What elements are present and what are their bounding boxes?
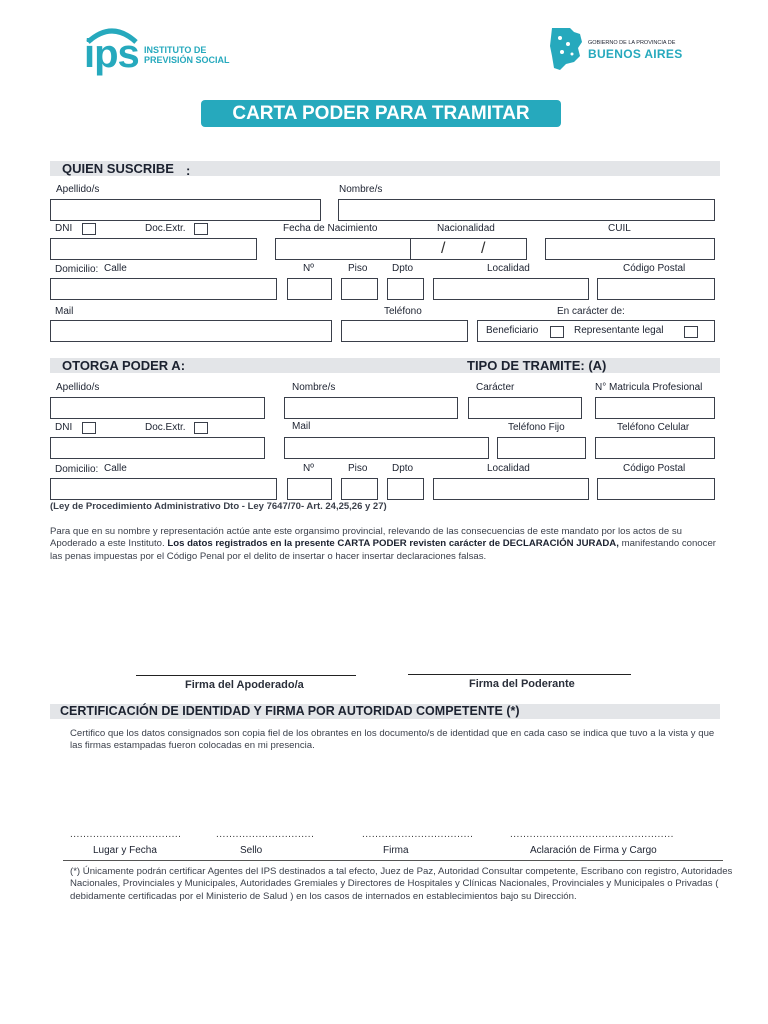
poderante-sig-line — [408, 674, 631, 675]
gov-logo — [548, 26, 688, 74]
dni-field[interactable] — [50, 238, 257, 260]
label-o-mail: Mail — [292, 421, 311, 432]
label-apellido: Apellido/s — [56, 184, 100, 195]
ips-logo-text: ips — [84, 32, 139, 76]
label-o-apellido: Apellido/s — [56, 382, 100, 393]
calle-field[interactable] — [50, 278, 277, 300]
ips-logo — [84, 24, 234, 76]
label-o-docextr: Doc.Extr. — [145, 422, 186, 433]
apellido-field[interactable] — [50, 199, 321, 221]
sello-dots: .............................. — [216, 829, 315, 840]
firma-label: Firma — [383, 845, 409, 856]
o-nombre-field[interactable] — [284, 397, 458, 419]
label-docextr: Doc.Extr. — [145, 223, 186, 234]
firma-dots: .................................. — [362, 829, 474, 840]
caracter-field — [477, 320, 715, 342]
label-calle: Calle — [104, 263, 127, 274]
label-o-caracter: Carácter — [476, 382, 515, 393]
cert-divider — [63, 860, 723, 861]
label-o-localidad: Localidad — [487, 463, 530, 474]
o-dni-field[interactable] — [50, 437, 265, 459]
beneficiario-checkbox[interactable] — [550, 326, 564, 338]
title-banner — [201, 100, 561, 127]
nombre-field[interactable] — [338, 199, 715, 221]
quien-suscribe-colon: : — [186, 163, 191, 178]
docextr-checkbox[interactable] — [194, 223, 208, 235]
label-o-piso: Piso — [348, 463, 368, 474]
label-o-dni: DNI — [55, 422, 73, 433]
label-o-tel-celular: Teléfono Celular — [617, 422, 690, 433]
label-piso: Piso — [348, 263, 368, 274]
dni-checkbox[interactable] — [82, 223, 96, 235]
telefono-field[interactable] — [341, 320, 468, 342]
apoderado-sig-line — [136, 675, 356, 676]
fecha-nacimiento-field[interactable] — [275, 238, 421, 260]
label-o-calle: Calle — [104, 463, 127, 474]
aclaracion-label: Aclaración de Firma y Cargo — [530, 845, 657, 856]
gov-line2: BUENOS AIRES — [588, 47, 683, 61]
declaration-part2: manifestando conocer las penas impuestas por el Código Penal por el delito de insertar o hacer insertar declaraciones falsas. — [50, 538, 716, 562]
label-numero: Nº — [303, 263, 314, 274]
sello-label: Sello — [240, 845, 263, 856]
o-tel-celular-field[interactable] — [595, 437, 715, 459]
cert-text: Certifico que los datos consignados son copia fiel de los obrantes en los documento/s de identidad que en cada caso se indica que tuvo a la vista y que las firmas estampadas fueron colocadas en mi presencia. — [70, 728, 715, 752]
label-en-caracter: En carácter de: — [557, 306, 625, 317]
numero-field[interactable] — [287, 278, 332, 300]
label-dni: DNI — [55, 223, 73, 234]
nacionalidad-field[interactable] — [410, 238, 527, 260]
province-map-icon — [548, 26, 584, 72]
dpto-field[interactable] — [387, 278, 424, 300]
lugar-fecha-label: Lugar y Fecha — [93, 845, 157, 856]
cert-footnote: (*) Únicamente podrán certificar Agentes del IPS destinados a tal efecto, Juez de Paz, Autoridad Consultar competente, Escribano con registro, Autoridades Nacionales, Provinciales y Municipales, Autoridades Gremiales y Directores de Hospitales y Clínicas Nacionales, Provinciales y Municipales o Privadas ( debidamente certificadas por el Ministerio de Salud ) en los casos de internados en establecimientos bajo su Dirección. — [70, 866, 733, 902]
page-title: CARTA PODER PARA TRAMITAR — [232, 103, 530, 124]
o-caracter-field[interactable] — [468, 397, 582, 419]
label-mail: Mail — [55, 306, 74, 317]
o-dni-checkbox[interactable] — [82, 422, 96, 434]
label-nacionalidad: Nacionalidad — [437, 223, 495, 234]
o-piso-field[interactable] — [341, 478, 378, 500]
o-mail-field[interactable] — [284, 437, 489, 459]
label-representante: Representante legal — [574, 325, 664, 336]
label-cuil: CUIL — [608, 223, 631, 234]
o-docextr-checkbox[interactable] — [194, 422, 208, 434]
o-numero-field[interactable] — [287, 478, 332, 500]
label-fecha-nacimiento: Fecha de Nacimiento — [283, 223, 378, 234]
apoderado-sig-label: Firma del Apoderado/a — [185, 679, 304, 691]
tipo-tramite-heading: TIPO DE TRAMITE: (A) — [467, 358, 607, 373]
ips-line2: PREVISIÓN SOCIAL — [144, 55, 230, 65]
poderante-sig-label: Firma del Poderante — [469, 678, 575, 690]
representante-checkbox[interactable] — [684, 326, 698, 338]
cert-heading: CERTIFICACIÓN DE IDENTIDAD Y FIRMA POR AUTORIDAD COMPETENTE (*) — [60, 704, 520, 718]
label-o-codigo-postal: Código Postal — [623, 463, 686, 474]
label-beneficiario: Beneficiario — [486, 325, 539, 336]
label-telefono: Teléfono — [384, 306, 422, 317]
piso-field[interactable] — [341, 278, 378, 300]
label-o-matricula: N° Matricula Profesional — [595, 382, 703, 393]
o-matricula-field[interactable] — [595, 397, 715, 419]
o-apellido-field[interactable] — [50, 397, 265, 419]
declaration-text — [50, 526, 720, 563]
label-o-nombre: Nombre/s — [292, 382, 336, 393]
o-codigo-postal-field[interactable] — [597, 478, 715, 500]
label-nombre: Nombre/s — [339, 184, 383, 195]
o-tel-fijo-field[interactable] — [497, 437, 586, 459]
mail-field[interactable] — [50, 320, 332, 342]
o-calle-field[interactable] — [50, 478, 277, 500]
declaration-part1: Para que en su nombre y representación actúe ante este organsimo provincial, relevando de las consecuencias de este mandato por los actos de su Apoderado a este Instituto. — [50, 526, 682, 550]
date-slashes: / / — [441, 240, 486, 257]
codigo-postal-field[interactable] — [597, 278, 715, 300]
label-domicilio: Domicilio: — [55, 264, 99, 275]
o-dpto-field[interactable] — [387, 478, 424, 500]
quien-suscribe-heading: QUIEN SUSCRIBE — [62, 161, 174, 176]
label-o-tel-fijo: Teléfono Fijo — [508, 422, 565, 433]
aclaracion-dots: .................................................. — [510, 829, 674, 840]
ips-line1: INSTITUTO DE — [144, 45, 207, 55]
label-dpto: Dpto — [392, 263, 414, 274]
label-o-dpto: Dpto — [392, 463, 414, 474]
declaration-bold: Los datos registrados en la presente CARTA PODER revisten carácter de DECLARACIÓN JURADA, — [167, 538, 619, 550]
label-localidad: Localidad — [487, 263, 530, 274]
localidad-field[interactable] — [433, 278, 589, 300]
o-localidad-field[interactable] — [433, 478, 589, 500]
otorga-heading: OTORGA PODER A: — [62, 358, 186, 373]
lugar-dots: .................................. — [70, 829, 182, 840]
label-codigo-postal: Código Postal — [623, 263, 686, 274]
label-o-numero: Nº — [303, 463, 314, 474]
ley-reference: (Ley de Procedimiento Administrativo Dto - Ley 7647/70- Art. 24,25,26 y 27) — [50, 501, 387, 512]
cuil-field[interactable] — [545, 238, 715, 260]
label-o-domicilio: Domicilio: — [55, 464, 99, 475]
gov-line1: GOBIERNO DE LA PROVINCIA DE — [588, 40, 676, 46]
